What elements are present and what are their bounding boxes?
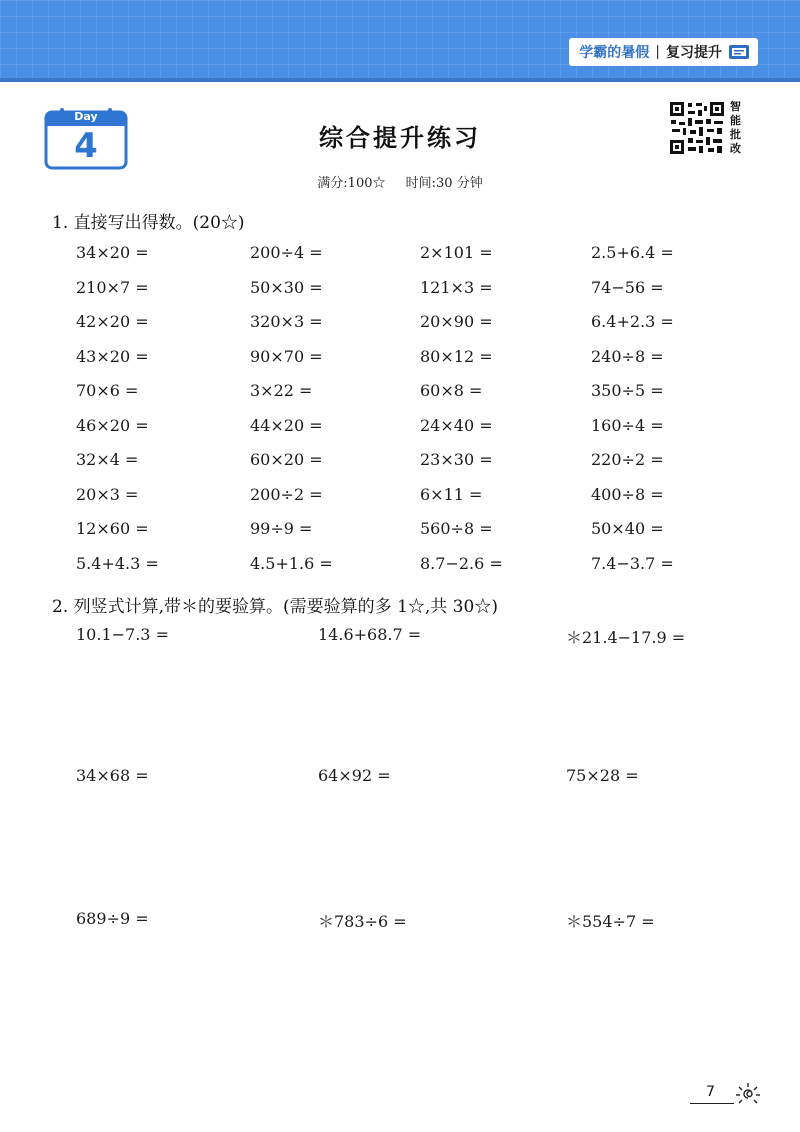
problem: 240÷8 = (591, 347, 664, 366)
problem: 6×11 = (420, 485, 483, 504)
vertical-problem: ＊554÷7 = (566, 912, 655, 931)
problem-row (76, 278, 696, 308)
series-separator: | (655, 44, 660, 60)
problem: 220÷2 = (591, 450, 664, 469)
sun-swirl-icon (734, 1080, 762, 1108)
problem: 560÷8 = (420, 519, 493, 538)
problem: 5.4+4.3 = (76, 554, 159, 573)
problem-row (76, 519, 696, 549)
problem-row (76, 347, 696, 377)
vertical-problem: 75×28 = (566, 766, 639, 785)
series-tag (569, 38, 758, 66)
page-number-underline (690, 1103, 734, 1104)
problem: 74−56 = (591, 278, 664, 297)
problem: 210×7 = (76, 278, 149, 297)
problem-row (76, 381, 696, 411)
problem-row (76, 416, 696, 446)
problem: 8.7−2.6 = (420, 554, 503, 573)
problem: 34×20 = (76, 243, 149, 262)
problem: 6.4+2.3 = (591, 312, 674, 331)
vertical-problem: 34×68 = (76, 766, 149, 785)
problem: 60×20 = (250, 450, 323, 469)
book-icon (728, 44, 750, 60)
problem: 32×4 = (76, 450, 139, 469)
problem: 200÷4 = (250, 243, 323, 262)
problem: 2.5+6.4 = (591, 243, 674, 262)
problem: 20×90 = (420, 312, 493, 331)
problem: 3×22 = (250, 381, 313, 400)
time-limit: 时间:30 分钟 (405, 176, 483, 191)
problem: 46×20 = (76, 416, 149, 435)
question-2-heading: 2. 列竖式计算,带＊的要验算。(需要验算的多 1☆,共 30☆) (52, 597, 498, 617)
problem: 80×12 = (420, 347, 493, 366)
vertical-problem: 10.1−7.3 = (76, 625, 169, 644)
problem: 160÷4 = (591, 416, 664, 435)
full-score: 满分:100☆ (317, 176, 386, 191)
problem: 90×70 = (250, 347, 323, 366)
problem-row (76, 450, 696, 480)
day-label: Day (74, 110, 98, 123)
series-name: 学霸的暑假 (579, 45, 650, 61)
vertical-problem: 689÷9 = (76, 909, 149, 928)
page-title: 综合提升练习 (319, 124, 481, 152)
problem: 20×3 = (76, 485, 139, 504)
problem: 350÷5 = (591, 381, 664, 400)
problem-row (76, 485, 696, 515)
problem: 50×40 = (591, 519, 664, 538)
problem: 43×20 = (76, 347, 149, 366)
problem-row (76, 243, 696, 273)
problem: 400÷8 = (591, 485, 664, 504)
page-number: 7 (706, 1084, 715, 1100)
problem: 99÷9 = (250, 519, 313, 538)
problem: 24×40 = (420, 416, 493, 435)
question-1-heading: 1. 直接写出得数。(20☆) (52, 213, 245, 233)
problem: 70×6 = (76, 381, 139, 400)
banner-divider (0, 78, 800, 82)
problem-row (76, 312, 696, 342)
problem: 42×20 = (76, 312, 149, 331)
problem: 2×101 = (420, 243, 493, 262)
problem: 4.5+1.6 = (250, 554, 333, 573)
vertical-problem: ＊783÷6 = (318, 912, 407, 931)
problem: 23×30 = (420, 450, 493, 469)
vertical-problem: 14.6+68.7 = (318, 625, 422, 644)
problem: 44×20 = (250, 416, 323, 435)
smart-grading-label: 智 能 批 改 (730, 100, 741, 155)
exercise-meta (0, 172, 800, 191)
vertical-problem: 64×92 = (318, 766, 391, 785)
qr-code-icon[interactable] (668, 100, 726, 156)
series-subtitle: 复习提升 (666, 45, 722, 61)
day-number: 4 (74, 126, 98, 166)
problem-row (76, 554, 696, 584)
problem: 200÷2 = (250, 485, 323, 504)
problem: 12×60 = (76, 519, 149, 538)
problem: 121×3 = (420, 278, 493, 297)
problem: 320×3 = (250, 312, 323, 331)
vertical-problem: ＊21.4−17.9 = (566, 628, 686, 647)
problem: 50×30 = (250, 278, 323, 297)
problem: 7.4−3.7 = (591, 554, 674, 573)
problem: 60×8 = (420, 381, 483, 400)
